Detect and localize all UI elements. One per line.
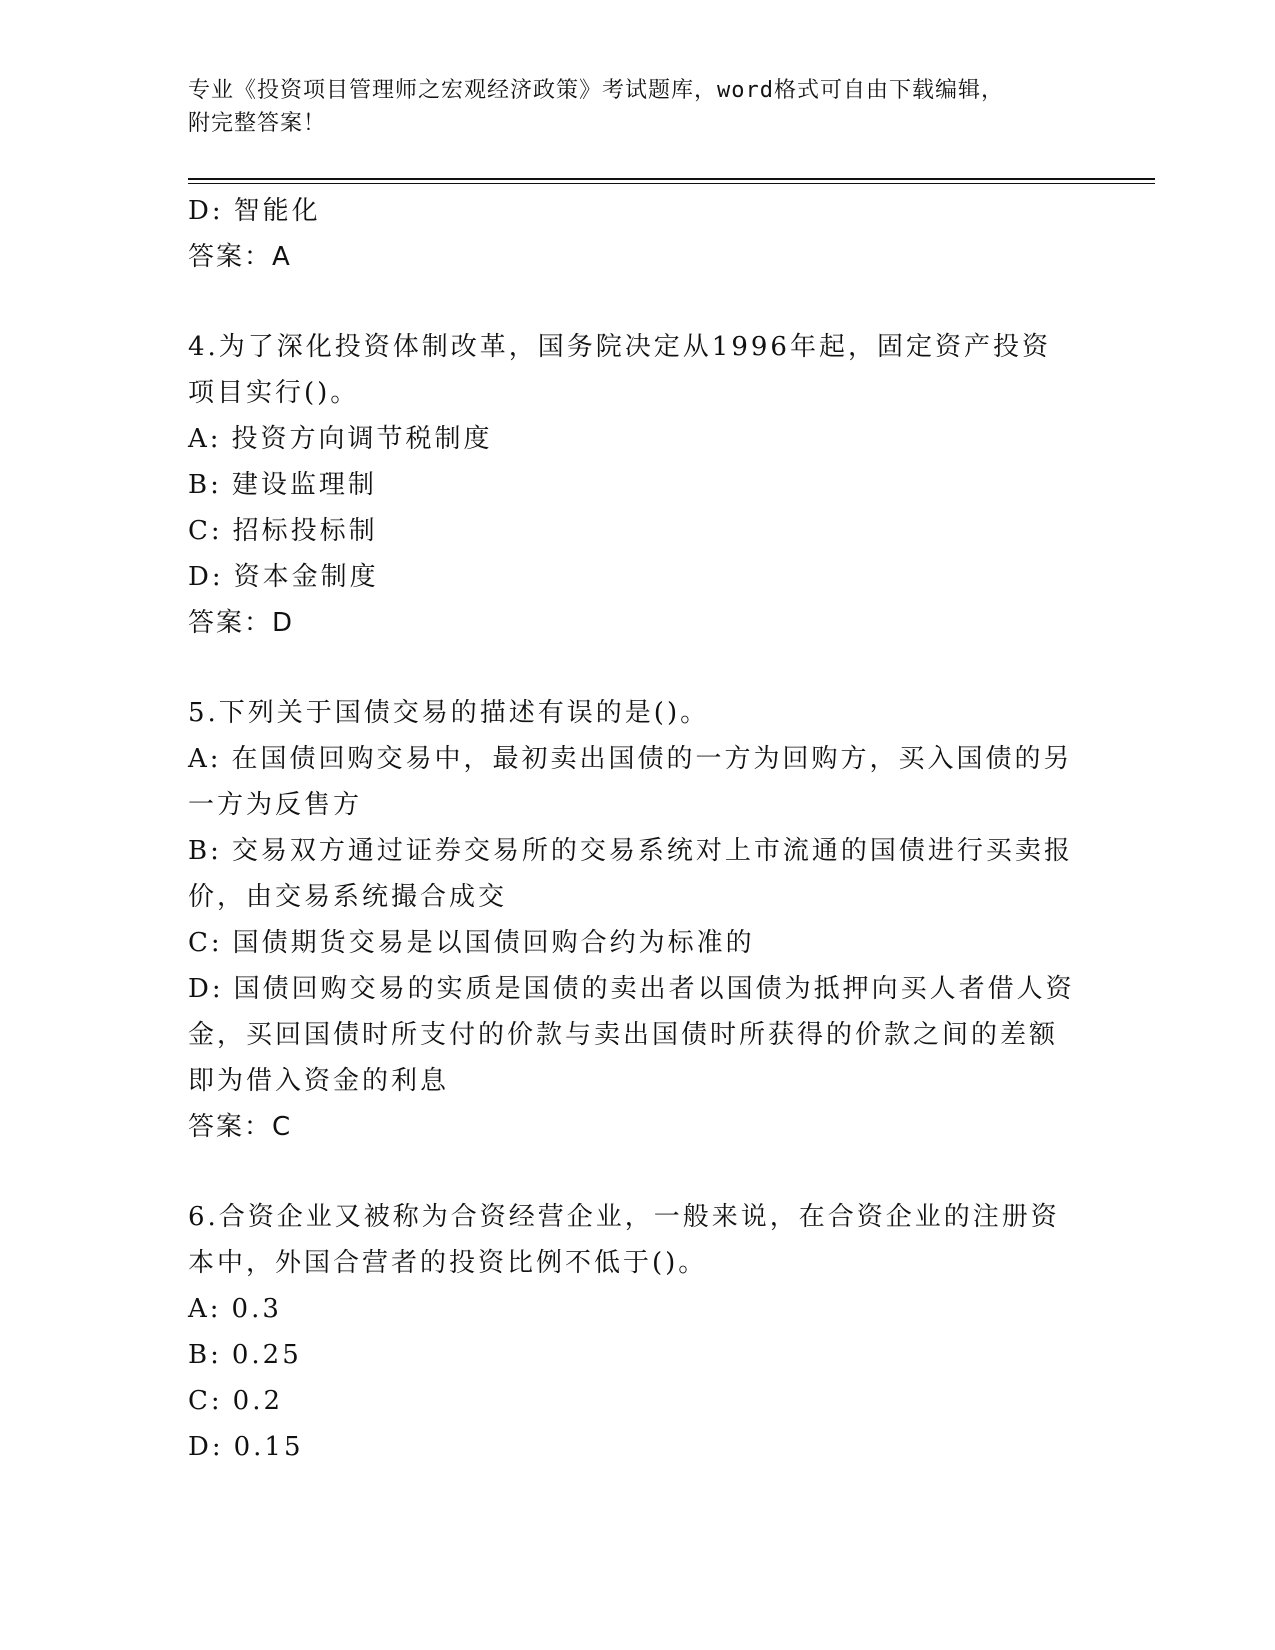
option-text: 国债回购交易的实质是国债的卖出者以国债为抵押向买人者借人资金，买回国债时所支付的价款与卖出国债时所获得的价款之间的差额即为借入资金的利息 [188, 974, 1075, 1096]
option-text: 0.2 [232, 1386, 284, 1416]
option-label: D: [188, 562, 224, 592]
q5-answer: 答案：C [188, 1112, 293, 1142]
option-text: 国债期货交易是以国债回购合约为标准的 [232, 928, 755, 958]
option-label: C: [188, 1386, 223, 1416]
option-label: A: [188, 424, 222, 454]
option-label: C: [188, 928, 223, 958]
q5-stem: 5.下列关于国债交易的描述有误的是()。 [188, 698, 710, 728]
option-label: B: [188, 836, 222, 866]
q6-option-d [188, 1424, 1078, 1470]
q6-stem: 6.合资企业又被称为合资经营企业，一般来说，在合资企业的注册资本中，外国合营者的投资比例不低于()。 [188, 1202, 1060, 1278]
q4-stem: 4.为了深化投资体制改革，国务院决定从1996年起，固定资产投资项目实行()。 [188, 332, 1051, 408]
option-text: 投资方向调节税制度 [231, 424, 493, 454]
option-text: 0.25 [231, 1340, 302, 1370]
q4-option-a [188, 416, 1078, 462]
spacer [188, 1150, 1078, 1194]
header-rule-thick [188, 178, 1155, 180]
q5-option-a [188, 736, 1078, 828]
prev-option-d [188, 188, 1078, 234]
option-text: 在国债回购交易中，最初卖出国债的一方为回购方，买入国债的另一方为反售方 [188, 744, 1073, 820]
option-text: 0.3 [231, 1294, 282, 1324]
option-label: B: [188, 1340, 222, 1370]
q5-option-d [188, 966, 1078, 1104]
header-rule-thin [188, 183, 1155, 184]
option-text: 交易双方通过证券交易所的交易系统对上市流通的国债进行买卖报价，由交易系统撮合成交 [188, 836, 1073, 912]
q4-option-b [188, 462, 1078, 508]
option-label: C: [188, 516, 223, 546]
q6-option-a [188, 1286, 1078, 1332]
option-text: 资本金制度 [233, 562, 379, 592]
option-label: A: [188, 1294, 222, 1324]
option-text: 智能化 [233, 196, 321, 226]
q5-option-c [188, 920, 1078, 966]
document-header [188, 74, 1068, 140]
q5-option-b [188, 828, 1078, 920]
header-line-1: 专业《投资项目管理师之宏观经济政策》考试题库，word格式可自由下载编辑， [188, 78, 1004, 103]
header-line-2: 附完整答案！ [188, 111, 327, 136]
option-text: 建设监理制 [231, 470, 377, 500]
q4-option-d [188, 554, 1078, 600]
prev-answer: 答案：A [188, 242, 292, 272]
question-content [188, 188, 1078, 1470]
q4-option-c [188, 508, 1078, 554]
q4-answer: 答案：D [188, 608, 295, 638]
option-label: D: [188, 196, 224, 226]
option-label: B: [188, 470, 222, 500]
option-text: 招标投标制 [232, 516, 378, 546]
q6-option-b [188, 1332, 1078, 1378]
option-label: D: [188, 1432, 224, 1462]
q6-option-c [188, 1378, 1078, 1424]
option-text: 0.15 [233, 1432, 304, 1462]
option-label: A: [188, 744, 222, 774]
option-label: D: [188, 974, 224, 1004]
spacer [188, 646, 1078, 690]
spacer [188, 280, 1078, 324]
